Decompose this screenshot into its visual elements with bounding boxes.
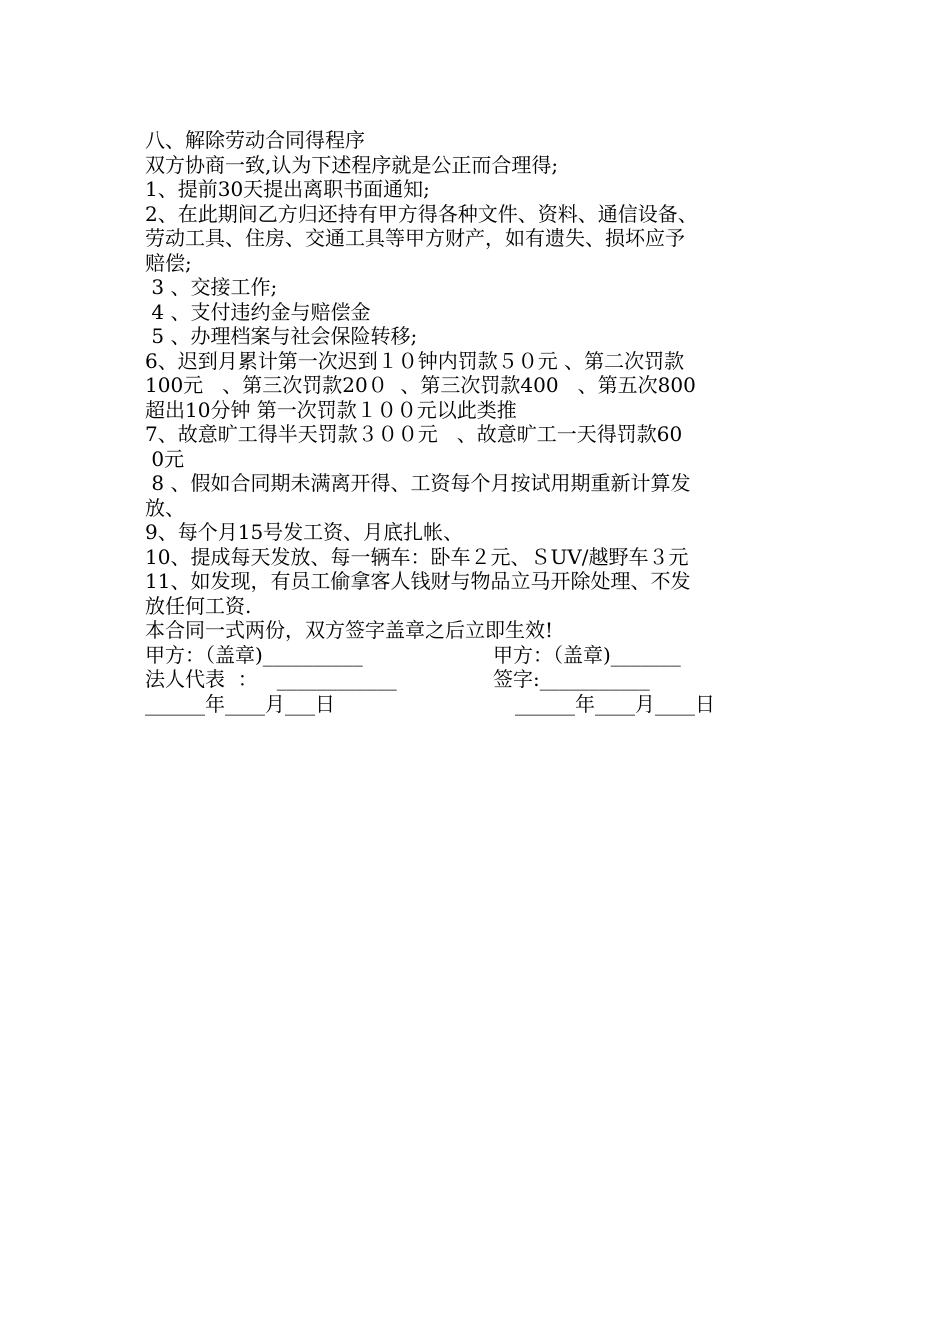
contract-text (145, 128, 800, 716)
legal-representative-field: 法人代表 ： ____________ (145, 667, 397, 691)
party-b-seal-field: 甲方：（盖章)_______ (493, 642, 681, 667)
text-line: 2、在此期间乙方归还持有甲方得各种文件、资料、通信设备、 (145, 201, 698, 226)
text-line: 放、 (145, 495, 185, 520)
text-line: 5 、办理档案与社会保险转移; (145, 324, 418, 348)
text-line: 11、如发现，有员工偷拿客人钱财与物品立马开除处理、不发 (145, 569, 691, 593)
text-line: 100元 、第三次罚款20０ 、第三次罚款400 、第五次800 (145, 373, 696, 397)
text-line: 1、提前30天提出离职书面通知; (145, 177, 430, 201)
text-line: 9、每个月15号发工资、月底扎帐、 (145, 520, 464, 544)
left-date-field: ______年____月___日 (145, 691, 335, 716)
signature-field: 签字:___________ (493, 667, 650, 691)
text-line: 本合同一式两份，双方签字盖章之后立即生效! (145, 618, 554, 642)
party-a-seal-field: 甲方：（盖章)__________ (145, 642, 363, 667)
text-line: 6、迟到月累计第一次迟到１０钟内罚款５０元 、第二次罚款 (145, 348, 685, 373)
text-line: 4 、支付违约金与赔偿金 (145, 299, 371, 324)
signature-rep-row (145, 667, 800, 692)
text-line: 赔偿; (145, 250, 192, 275)
text-line: 8 、假如合同期未满离开得、工资每个月按试用期重新计算发 (145, 471, 691, 495)
signature-party-row (145, 643, 800, 668)
text-line: 3 、交接工作; (145, 275, 278, 299)
text-line: 双方协商一致,认为下述程序就是公正而合理得; (145, 152, 559, 177)
right-date-field: ______年____月____日 (515, 691, 715, 716)
text-line: 超出10分钟 第一次罚款１００元以此类推 (145, 397, 517, 422)
text-line: 放任何工资. (145, 593, 252, 618)
section-heading: 八、解除劳动合同得程序 (145, 128, 365, 152)
text-line: 0元 (145, 446, 185, 471)
signature-date-row (145, 692, 800, 717)
text-line: 10、提成每天发放、每一辆车：卧车２元、ＳUV/越野车３元 (145, 544, 689, 569)
text-line: 7、故意旷工得半天罚款３００元 、故意旷工一天得罚款60 (145, 422, 683, 446)
text-line: 劳动工具、住房、交通工具等甲方财产，如有遗失、损坏应予 (145, 226, 685, 250)
